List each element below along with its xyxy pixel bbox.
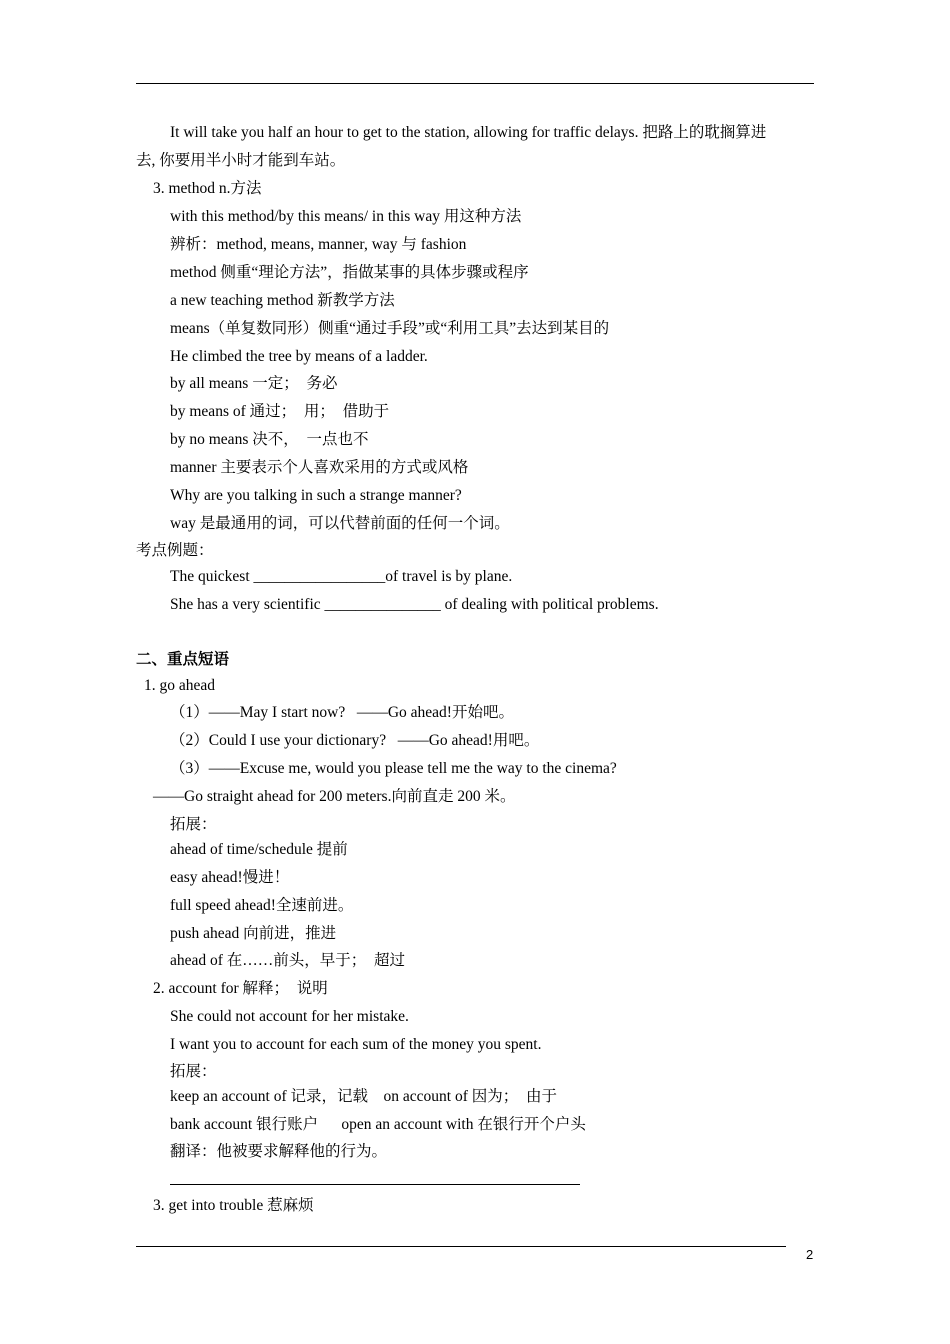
- paragraph-line: by no means 决不， 一点也不: [170, 431, 369, 448]
- paragraph-line: 拓展：: [170, 816, 217, 833]
- item-heading: 1. go ahead: [144, 677, 216, 694]
- paragraph-line: bank account 银行账户 open an account with 在银行开个户头: [170, 1116, 586, 1133]
- paragraph-line: method 侧重“理论方法”，指做某事的具体步骤或程序: [170, 264, 529, 281]
- paragraph-line: I want you to account for each sum of the money you spent.: [170, 1036, 542, 1053]
- paragraph-line: means（单复数同形）侧重“通过手段”或“利用工具”去达到某目的: [170, 320, 610, 337]
- paragraph-line: ahead of 在……前头，早于； 超过: [170, 952, 406, 969]
- paragraph-line: manner 主要表示个人喜欢采用的方式或风格: [170, 459, 469, 476]
- paragraph-line: （1）——May I start now? ——Go ahead!开始吧。: [170, 704, 514, 721]
- answer-blank-line: [170, 1184, 580, 1185]
- paragraph-line: with this method/by this means/ in this way 用这种方法: [170, 208, 522, 225]
- exercise-item: The quickest _________________of travel is by plane.: [170, 568, 513, 585]
- paragraph-line: Why are you talking in such a strange manner?: [170, 487, 462, 504]
- footer-rule: [136, 1246, 786, 1247]
- exercise-label: 考点例题：: [136, 542, 214, 559]
- paragraph-line: She could not account for her mistake.: [170, 1008, 409, 1025]
- paragraph-line: 去, 你要用半小时才能到车站。: [136, 152, 346, 169]
- page-number: 2: [806, 1247, 814, 1262]
- paragraph-line: 辨析：method, means, manner, way 与 fashion: [170, 236, 467, 253]
- paragraph-line: He climbed the tree by means of a ladder.: [170, 348, 428, 365]
- item-heading: 3. get into trouble 惹麻烦: [153, 1197, 314, 1214]
- paragraph-line: 拓展：: [170, 1063, 217, 1080]
- paragraph-line: （3）——Excuse me, would you please tell me the way to the cinema?: [170, 760, 617, 777]
- paragraph-line: full speed ahead!全速前进。: [170, 897, 354, 914]
- paragraph-line: by all means 一定； 务必: [170, 375, 338, 392]
- exercise-item: She has a very scientific _______________ of dealing with political problems.: [170, 596, 659, 613]
- header-rule: [136, 83, 814, 84]
- paragraph-line: It will take you half an hour to get to the station, allowing for traffic delays. 把路上的耽搁算进: [170, 124, 767, 141]
- paragraph-line: easy ahead!慢进！: [170, 869, 290, 886]
- paragraph-line: （2）Could I use your dictionary? ——Go ahead!用吧。: [170, 732, 540, 749]
- item-heading: 2. account for 解释； 说明: [153, 980, 328, 997]
- section-heading: 二、重点短语: [136, 651, 230, 668]
- paragraph-line: keep an account of 记录，记载 on account of 因为； 由于: [170, 1088, 557, 1105]
- paragraph-line: way 是最通用的词，可以代替前面的任何一个词。: [170, 515, 510, 532]
- paragraph-line: by means of 通过； 用； 借助于: [170, 403, 390, 420]
- paragraph-line: a new teaching method 新教学方法: [170, 292, 395, 309]
- paragraph-line: 翻译：他被要求解释他的行为。: [170, 1143, 388, 1160]
- paragraph-line: ——Go straight ahead for 200 meters.向前直走 200 米。: [153, 788, 516, 805]
- paragraph-line: push ahead 向前进，推进: [170, 925, 337, 942]
- item-heading: 3. method n.方法: [153, 180, 262, 197]
- paragraph-line: ahead of time/schedule 提前: [170, 841, 348, 858]
